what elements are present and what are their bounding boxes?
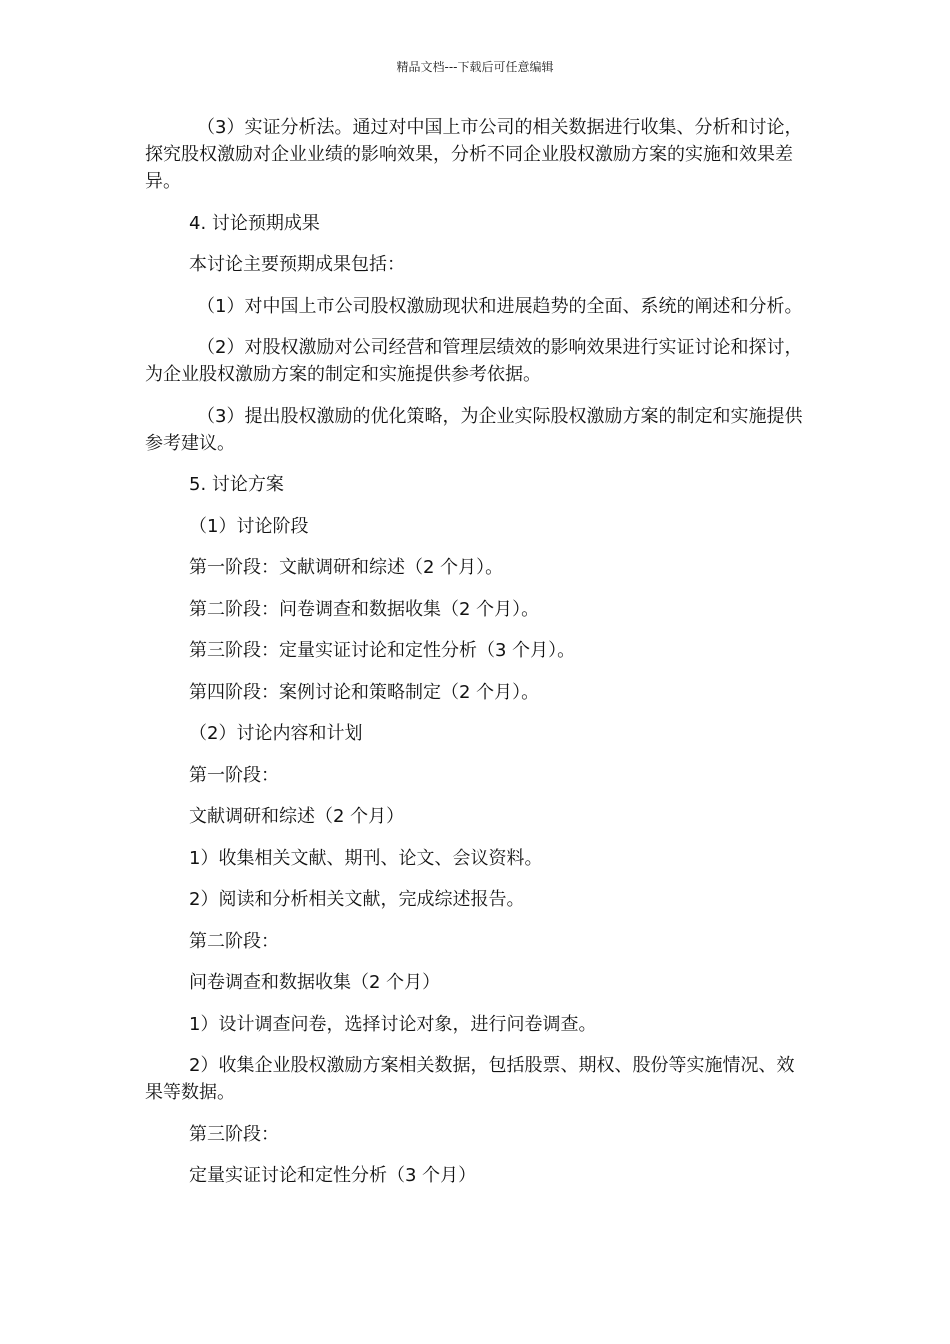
stage-2-title: 问卷调查和数据收集（2 个月） [189, 972, 441, 993]
stage-2-item-1: 1）设计调查问卷，选择讨论对象，进行问卷调查。 [189, 1013, 597, 1035]
stage-1-title: 文献调研和综述（2 个月） [189, 806, 405, 827]
subheading-content-plan: （2）讨论内容和计划 [189, 723, 363, 744]
subheading-stages: （1）讨论阶段 [189, 515, 309, 537]
stage-2-item-2: 2）收集企业股权激励方案相关数据，包括股票、期权、股份等实施情况、效果等数据。 [145, 1055, 795, 1103]
section-heading-5: 5. 讨论方案 [189, 474, 284, 495]
paragraph-intro: 本讨论主要预期成果包括： [189, 254, 405, 275]
stage-1-item-1: 1）收集相关文献、期刊、论文、会议资料。 [189, 847, 543, 869]
stage-1-label: 第一阶段： [189, 764, 279, 786]
stage-1-summary: 第一阶段：文献调研和综述（2 个月）。 [189, 557, 504, 578]
stage-4-summary: 第四阶段：案例讨论和策略制定（2 个月）。 [189, 681, 540, 703]
document-body [145, 114, 805, 1204]
stage-3-title: 定量实证讨论和定性分析（3 个月） [189, 1165, 477, 1186]
page-header-watermark: 精品文档---下载后可任意编辑 [396, 60, 554, 74]
stage-3-label: 第三阶段： [189, 1123, 279, 1145]
section-heading-4: 4. 讨论预期成果 [189, 212, 320, 234]
paragraph-method-3: （3）实证分析法。通过对中国上市公司的相关数据进行收集、分析和讨论，探究股权激励对企业业绩的影响效果，分析不同企业股权激励方案的实施和效果差异。 [145, 117, 803, 192]
stage-2-summary: 第二阶段：问卷调查和数据收集（2 个月）。 [189, 598, 540, 620]
paragraph-outcome-1: （1）对中国上市公司股权激励现状和进展趋势的全面、系统的阐述和分析。 [197, 295, 803, 317]
paragraph-outcome-3: （3）提出股权激励的优化策略，为企业实际股权激励方案的制定和实施提供参考建议。 [145, 405, 803, 454]
stage-2-label: 第二阶段： [189, 930, 279, 952]
stage-3-summary: 第三阶段：定量实证讨论和定性分析（3 个月）。 [189, 640, 576, 661]
paragraph-outcome-2: （2）对股权激励对公司经营和管理层绩效的影响效果进行实证讨论和探讨，为企业股权激励方案的制定和实施提供参考依据。 [145, 337, 803, 385]
stage-1-item-2: 2）阅读和分析相关文献，完成综述报告。 [189, 889, 525, 910]
